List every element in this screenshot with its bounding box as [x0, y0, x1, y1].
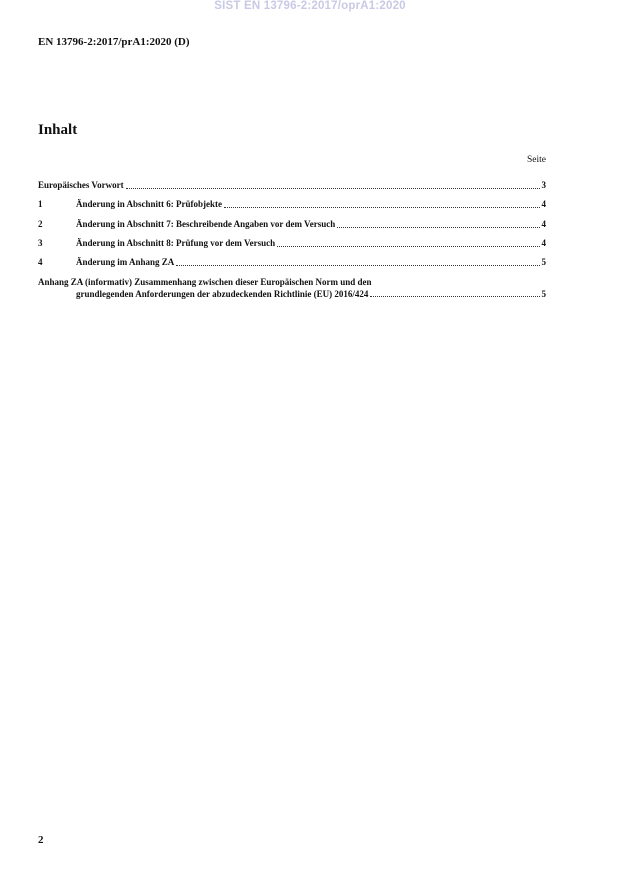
toc-entry-label-line2: grundlegenden Anforderungen der abzudeckenden Richtlinie (EU) 2016/424: [76, 289, 369, 300]
toc-entry-label: Europäisches Vorwort: [38, 180, 124, 190]
watermark: SIST EN 13796-2:2017/oprA1:2020: [214, 0, 406, 12]
toc-entry-1[interactable]: [38, 199, 546, 211]
toc-entry-page: 4: [541, 199, 546, 210]
toc-entry-page: 5: [541, 257, 546, 268]
toc-leader-dots: [337, 219, 539, 228]
toc-entry-number: 3: [38, 237, 43, 248]
toc-entry-page: 4: [541, 237, 546, 248]
page-number: 2: [38, 834, 44, 846]
toc-entry-label: Änderung in Abschnitt 8: Prüfung vor dem Versuch: [76, 237, 276, 248]
toc-entry-annex-za[interactable]: [38, 276, 546, 300]
toc-entry-label: Änderung im Anhang ZA: [76, 257, 175, 268]
document-id: EN 13796-2:2017/prA1:2020 (D): [38, 36, 190, 48]
toc-entry-2[interactable]: [38, 219, 546, 231]
toc-entry-label-line1: Anhang ZA (informativ) Zusammenhang zwischen dieser Europäischen Norm und den: [38, 277, 372, 288]
toc-entry-foreword[interactable]: [38, 180, 546, 192]
toc-leader-dots: [176, 257, 539, 266]
toc-entry-4[interactable]: [38, 257, 546, 269]
toc-title: Inhalt: [38, 122, 78, 138]
toc-entry-page: 5: [541, 289, 546, 300]
toc-entry-number: 1: [38, 199, 43, 210]
toc-entry-number: 2: [38, 218, 43, 229]
toc-leader-dots: [277, 238, 539, 247]
toc-entry-page: 3: [541, 180, 546, 190]
toc-entry-3[interactable]: [38, 238, 546, 250]
toc-leader-dots: [224, 199, 539, 208]
toc-entry-number: 4: [38, 257, 43, 268]
toc-entry-label: Änderung in Abschnitt 6: Prüfobjekte: [76, 199, 223, 210]
toc-leader-dots: [126, 180, 540, 189]
toc-entry-page: 4: [541, 218, 546, 229]
page-column-label: Seite: [527, 155, 546, 165]
table-of-contents: [38, 180, 546, 300]
toc-leader-dots: [370, 288, 539, 297]
toc-entry-label: Änderung in Abschnitt 7: Beschreibende Angaben vor dem Versuch: [76, 218, 336, 229]
